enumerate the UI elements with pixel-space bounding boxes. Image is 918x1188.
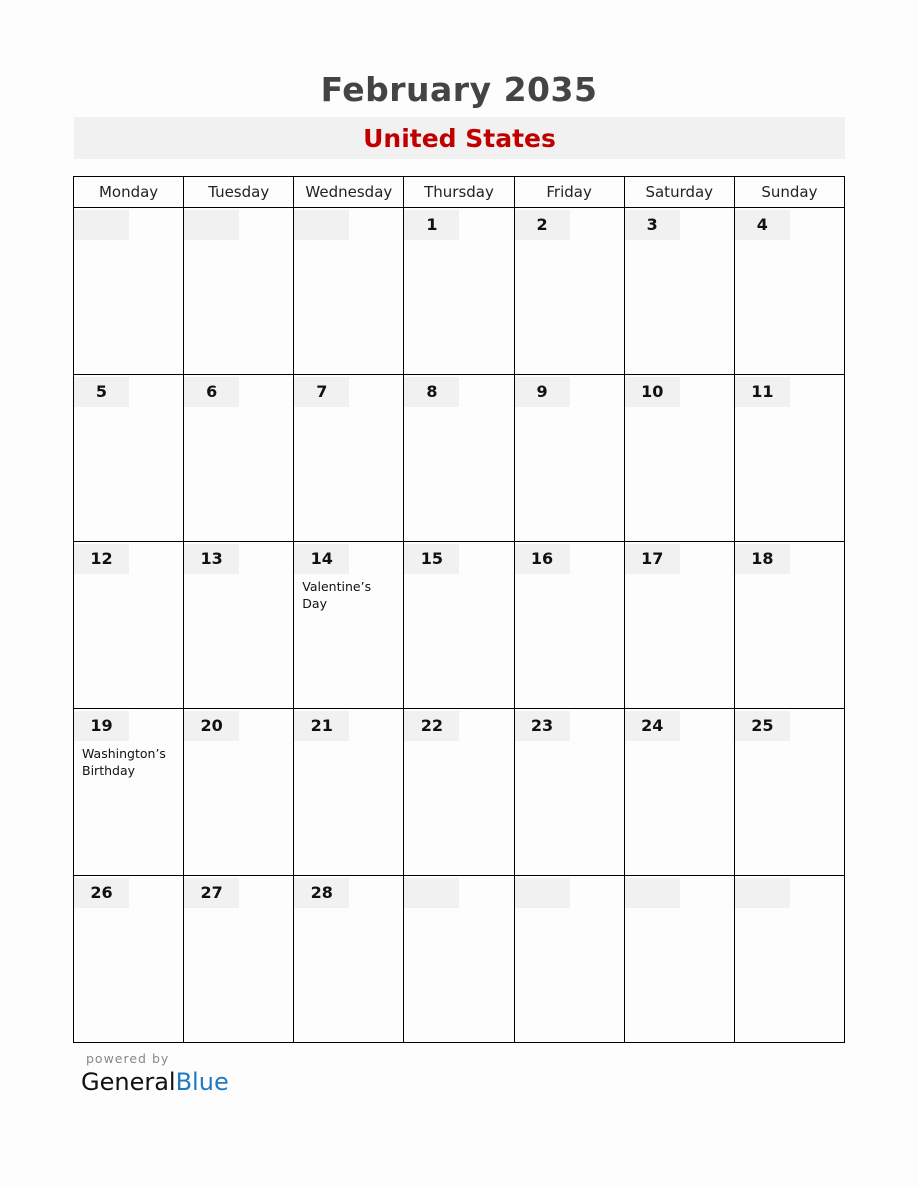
day-number: 15 xyxy=(404,544,459,574)
day-cell xyxy=(404,876,514,1043)
powered-by-label: powered by xyxy=(86,1051,170,1066)
day-number: 18 xyxy=(735,544,790,574)
day-cell xyxy=(184,542,294,709)
day-cell xyxy=(624,208,734,375)
week-row xyxy=(74,208,845,375)
day-number: 14 xyxy=(294,544,349,574)
day-number xyxy=(404,878,459,908)
day-number: 10 xyxy=(625,377,680,407)
calendar-title: February 2035 xyxy=(320,70,598,109)
day-number xyxy=(294,210,349,240)
day-cell xyxy=(184,375,294,542)
weekday-header-thursday: Thursday xyxy=(404,177,514,208)
day-number: 17 xyxy=(625,544,680,574)
day-cell xyxy=(184,876,294,1043)
weekday-header-wednesday: Wednesday xyxy=(294,177,404,208)
day-cell xyxy=(514,375,624,542)
day-cell xyxy=(514,709,624,876)
day-number: 26 xyxy=(74,878,129,908)
day-cell xyxy=(734,375,844,542)
day-number: 5 xyxy=(74,377,129,407)
day-number: 13 xyxy=(184,544,239,574)
day-number: 3 xyxy=(625,210,680,240)
day-number: 23 xyxy=(515,711,570,741)
day-cell xyxy=(74,208,184,375)
weekday-header-sunday: Sunday xyxy=(734,177,844,208)
day-cell xyxy=(184,208,294,375)
week-row xyxy=(74,542,845,709)
day-number: 1 xyxy=(404,210,459,240)
holiday-label: Valentine’s Day xyxy=(302,579,372,611)
day-cell xyxy=(294,709,404,876)
day-cell xyxy=(294,208,404,375)
day-cell xyxy=(294,375,404,542)
day-number: 22 xyxy=(404,711,459,741)
week-row xyxy=(74,876,845,1043)
day-number xyxy=(735,878,790,908)
weekday-header-monday: Monday xyxy=(74,177,184,208)
day-number: 24 xyxy=(625,711,680,741)
generalblue-logo xyxy=(81,1068,229,1096)
weekday-header-saturday: Saturday xyxy=(624,177,734,208)
day-number xyxy=(515,878,570,908)
day-number: 20 xyxy=(184,711,239,741)
day-number: 2 xyxy=(515,210,570,240)
day-number: 12 xyxy=(74,544,129,574)
day-cell xyxy=(734,709,844,876)
day-number xyxy=(184,210,239,240)
day-number: 4 xyxy=(735,210,790,240)
day-cell xyxy=(404,709,514,876)
day-cell xyxy=(294,876,404,1043)
day-number: 6 xyxy=(184,377,239,407)
brand-name-blue: Blue xyxy=(175,1068,229,1096)
weekday-header-row xyxy=(74,177,845,208)
country-banner xyxy=(74,117,845,159)
day-number: 8 xyxy=(404,377,459,407)
day-cell xyxy=(624,709,734,876)
day-cell xyxy=(184,709,294,876)
day-number: 28 xyxy=(294,878,349,908)
day-cell xyxy=(404,542,514,709)
day-cell xyxy=(74,542,184,709)
week-row xyxy=(74,375,845,542)
day-cell xyxy=(514,542,624,709)
day-cell xyxy=(734,208,844,375)
day-number: 16 xyxy=(515,544,570,574)
day-cell xyxy=(74,709,184,876)
month-calendar-grid xyxy=(73,176,845,1043)
day-number: 9 xyxy=(515,377,570,407)
day-cell xyxy=(514,876,624,1043)
day-number: 7 xyxy=(294,377,349,407)
day-cell xyxy=(404,375,514,542)
weekday-header-tuesday: Tuesday xyxy=(184,177,294,208)
day-number: 25 xyxy=(735,711,790,741)
day-number: 27 xyxy=(184,878,239,908)
day-cell xyxy=(294,542,404,709)
day-cell xyxy=(624,542,734,709)
brand-name-general: General xyxy=(81,1068,176,1096)
day-cell xyxy=(734,876,844,1043)
holiday-label: Washington’s Birthday xyxy=(82,746,166,778)
country-name: United States xyxy=(363,124,556,153)
day-cell xyxy=(734,542,844,709)
week-row xyxy=(74,709,845,876)
day-cell xyxy=(74,876,184,1043)
day-cell xyxy=(514,208,624,375)
weekday-header-friday: Friday xyxy=(514,177,624,208)
day-number xyxy=(74,210,129,240)
day-cell xyxy=(624,375,734,542)
day-cell xyxy=(404,208,514,375)
day-number: 19 xyxy=(74,711,129,741)
day-number xyxy=(625,878,680,908)
day-cell xyxy=(624,876,734,1043)
day-cell xyxy=(74,375,184,542)
day-number: 11 xyxy=(735,377,790,407)
day-number: 21 xyxy=(294,711,349,741)
